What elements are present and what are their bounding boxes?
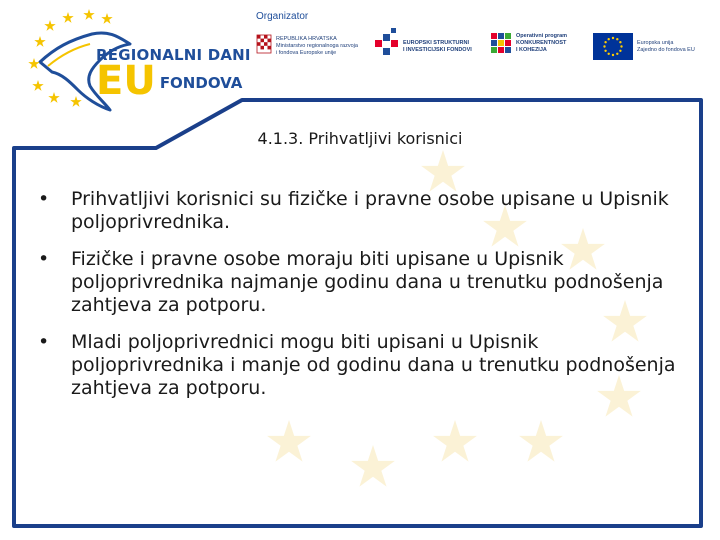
partner-line: i fondova Europske unije — [276, 50, 337, 56]
logo-title: REGIONALNI DANI — [96, 46, 251, 64]
partner-line: REPUBLIKA HRVATSKA — [276, 36, 337, 42]
bullet-text: Prihvatljivi korisnici su fizičke i pravne osobe upisane u Upisnik poljoprivrednika. — [71, 188, 669, 233]
bullet-text: Fizičke i pravne osobe moraju biti upisane u Upisnik poljoprivrednika najmanje godinu dana u trenutku podnošenja zahtjeva za potporu. — [71, 248, 664, 316]
eu-flag-icon — [593, 33, 633, 60]
opkk-logo — [516, 33, 567, 54]
partner-line: Ministarstvo regionalnoga razvoja — [276, 43, 358, 49]
ministry-logo — [276, 36, 358, 57]
partner-line: KONKURENTNOST — [516, 40, 567, 46]
partner-line: EUROPSKI STRUKTURNI — [403, 40, 470, 46]
croatian-coat-of-arms-icon — [257, 35, 271, 53]
organizator-label: Organizator — [256, 11, 309, 22]
partner-line: I INVESTICIJSKI FONDOVI — [403, 47, 472, 53]
opkk-logo-icon — [491, 33, 511, 53]
partner-line: Zajedno do fondova EU — [637, 46, 695, 53]
bullet-list — [38, 188, 688, 414]
logo-fondova: FONDOVA — [159, 74, 243, 92]
partner-line: Europska unija — [637, 39, 674, 46]
bullet-icon: • — [38, 331, 50, 353]
regionalni-dani-logo — [96, 46, 251, 104]
bullet-icon: • — [38, 248, 50, 270]
bullet-item — [38, 248, 688, 317]
slide-title: 4.1.3. Prihvatljivi korisnici — [257, 129, 463, 148]
bullet-text: Mladi poljoprivrednici mogu biti upisani u Upisnik poljoprivrednika i manje od godinu dana u trenutku podnošenja zahtjeva za potporu. — [71, 331, 676, 399]
bullet-item — [38, 188, 688, 234]
esif-logo-icon — [375, 28, 398, 55]
bullet-item — [38, 331, 688, 400]
logo-eu: EU — [96, 58, 156, 104]
partner-line: Operativni program — [516, 33, 568, 39]
partner-line: I KOHEZIJA — [516, 47, 547, 53]
eu-logo — [593, 33, 695, 60]
bullet-icon: • — [38, 188, 50, 210]
esif-logo — [403, 40, 472, 54]
